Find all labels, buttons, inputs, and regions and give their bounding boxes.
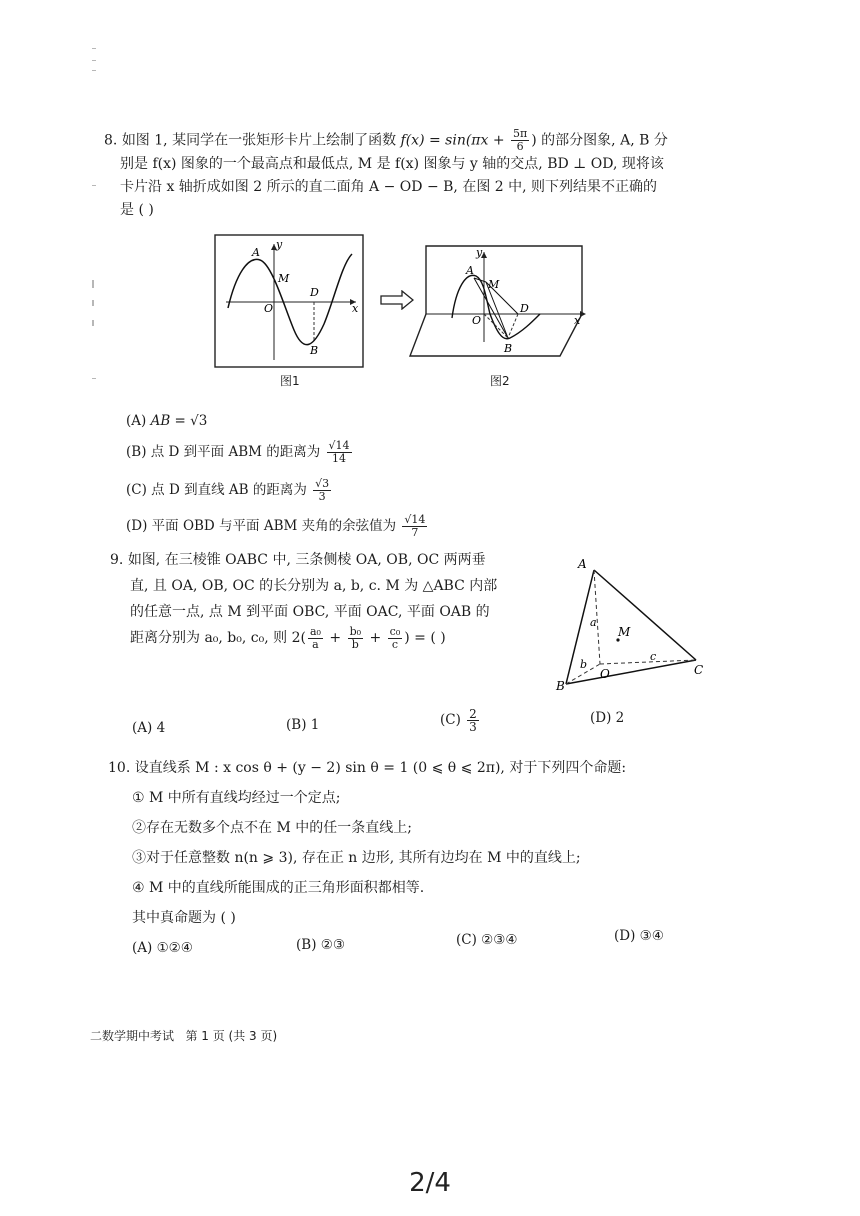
label-C: C bbox=[694, 663, 704, 677]
fraction: $\frac{5\pi}{6}$ bbox=[513, 127, 528, 153]
scan-mark bbox=[92, 70, 96, 71]
label-M: M bbox=[618, 625, 631, 639]
scan-mark bbox=[92, 378, 96, 379]
q9-option-b: (B) 1 bbox=[286, 717, 320, 733]
figure-1-sine-graph bbox=[214, 234, 364, 368]
question-number: 8. bbox=[104, 132, 118, 149]
label-x: x bbox=[352, 302, 359, 315]
scan-mark bbox=[92, 300, 94, 306]
q10-option-d: (D) ③④ bbox=[614, 928, 664, 944]
question-number: 10. bbox=[108, 760, 131, 776]
page-footer: 二数学期中考试 第 1 页 (共 3 页) bbox=[90, 1029, 278, 1043]
label-D: D bbox=[520, 302, 529, 315]
question-9-text: 9. 如图, 在三棱锥 OABC 中, 三条侧棱 OA, OB, OC 两两垂 直, 且 OA, OB, OC 的长分别为 a, b, c. M 为 △ABC 内部 的任意一点, 点 M 到平面 OBC, 平面 OAC, 平面 OAB 的 距离分别为 a₀, b₀, c₀, 则 2( $\frac{\text{a₀}}{a}$ + $\frac{\text{b₀}}{b}$ + $\frac{\text{c₀}}{c}$ ) = ( ) bbox=[110, 552, 498, 651]
figure-2-caption: 图2 bbox=[490, 374, 510, 388]
label-O: O bbox=[600, 667, 610, 681]
scan-mark bbox=[92, 60, 96, 61]
label-M: M bbox=[488, 278, 500, 291]
scan-mark bbox=[92, 320, 94, 326]
figure-2-folded-card bbox=[408, 242, 590, 362]
question-number: 9. bbox=[110, 552, 124, 568]
label-B: B bbox=[556, 679, 565, 693]
page-indicator: 2/4 bbox=[409, 1168, 451, 1198]
label-D: D bbox=[310, 286, 319, 299]
question-10-text: 10. 设直线系 M : x cos θ + (y − 2) sin θ = 1 (0 ⩽ θ ⩽ 2π), 对于下列四个命题: ① M 中所有直线均经过一个定点; ②存在无数多个点不在 M 中的任一条直线上; ③对于任意整数 n(n ⩾ 3), 存在正 n 边形, 其所有边均在 M 中的直线上; ④ M 中的直线所能围成的正三角形面积都相等. 其中真命题为 ( ) bbox=[108, 760, 627, 926]
label-O: O bbox=[264, 302, 274, 315]
scan-mark bbox=[92, 185, 96, 186]
label-c: c bbox=[650, 650, 657, 663]
label-y: y bbox=[276, 238, 283, 251]
q9-option-c: (C) $\frac{2}{3}$ bbox=[440, 707, 477, 734]
label-a: a bbox=[590, 616, 597, 629]
label-M: M bbox=[278, 272, 290, 285]
label-A: A bbox=[578, 557, 587, 571]
label-A: A bbox=[252, 246, 260, 259]
label-b: b bbox=[580, 658, 588, 671]
figure-tetrahedron bbox=[552, 556, 712, 696]
scan-mark bbox=[92, 48, 96, 49]
q10-option-a: (A) ①②④ bbox=[132, 940, 193, 956]
scan-mark bbox=[92, 280, 94, 288]
q8-option-b: (B) 点 D 到平面 ABM 的距离为 $\frac{√14}{14}$ bbox=[126, 439, 350, 465]
q8-option-d: (D) 平面 OBD 与平面 ABM 夹角的余弦值为 $\frac{√14}{7}$ bbox=[126, 513, 426, 539]
figure-1-caption: 图1 bbox=[280, 374, 300, 388]
q9-option-d: (D) 2 bbox=[590, 710, 625, 726]
label-A: A bbox=[466, 264, 474, 277]
label-y: y bbox=[476, 246, 483, 259]
label-B: B bbox=[310, 344, 319, 357]
label-B: B bbox=[504, 342, 513, 355]
q10-option-c: (C) ②③④ bbox=[456, 932, 518, 948]
question-8-text: 8. 如图 1, 某同学在一张矩形卡片上绘制了函数 f(x) = sin(πx + $\frac{5\pi}{6}$ ) 的部分图象, A, B 分 别是 f(x) 图象的一个最高点和最低点, M 是 f(x) 图象与 y 轴的交点, BD ⊥ OD, 现将该 卡片沿 x 轴折成如图 2 所示的直二面角 A − OD − B, 在图 2 中, 则下列结果不正确的 是 ( ) bbox=[104, 127, 668, 218]
q9-option-a: (A) 4 bbox=[132, 720, 166, 736]
label-O: O bbox=[472, 314, 482, 327]
q10-option-b: (B) ②③ bbox=[296, 937, 345, 953]
label-x: x bbox=[574, 314, 581, 327]
q8-option-a: (A) AB = √3 bbox=[126, 413, 208, 429]
q8-option-c: (C) 点 D 到直线 AB 的距离为 $\frac{√3}{3}$ bbox=[126, 477, 330, 503]
